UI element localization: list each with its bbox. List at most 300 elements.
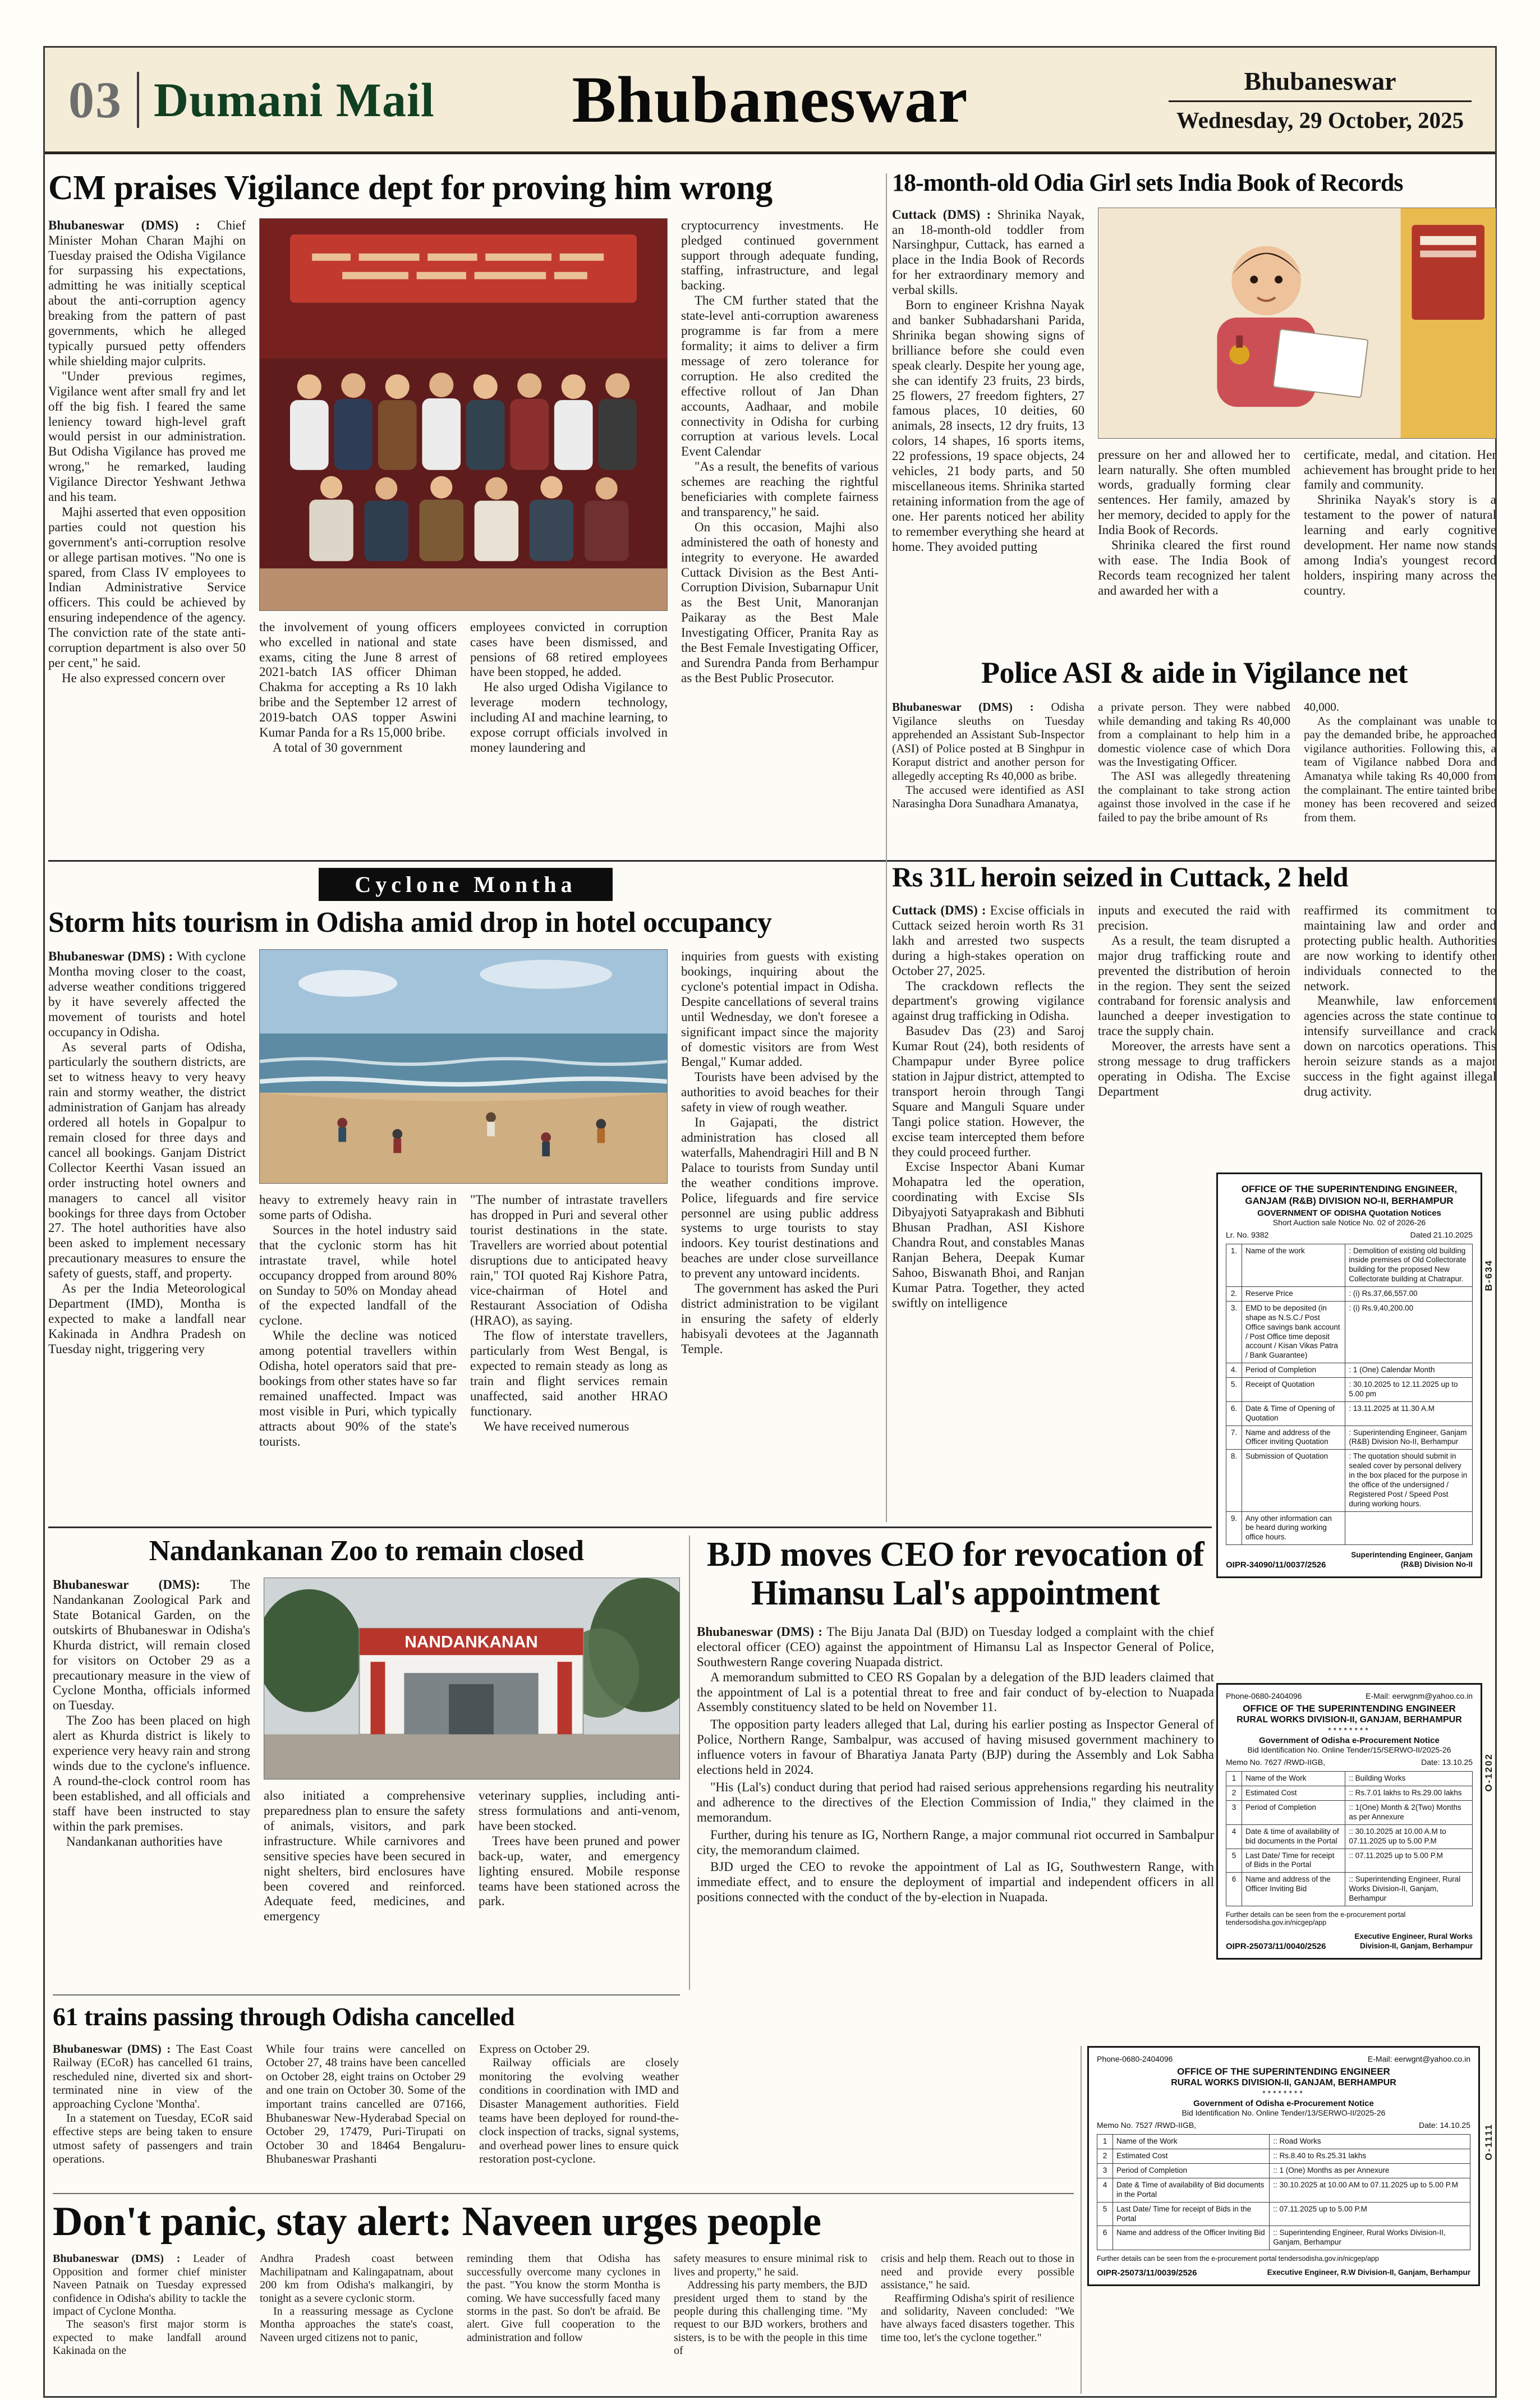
lead-paragraph — [53, 2252, 246, 2318]
text-column — [53, 2252, 246, 2357]
paragraph: We have received numerous — [484, 1419, 629, 1433]
paragraph: inquiries from guests with existing bookings, inquiring about the cyclone's potential impact in Odisha. Despite cancellations of several trains until Wednesday, we don't foresee a significant impact since the majority of domestic visitors are from West Bengal," Kumar added. — [681, 949, 879, 1069]
notice-cell-value: :: 30.10.2025 at 10.00 A.M to 07.11.2025 up to 5.00 P.M — [1345, 1824, 1473, 1849]
article-text — [48, 369, 246, 686]
notice-cell-label: Name and address of the Officer Inviting Bid — [1242, 1873, 1345, 1906]
notice-number-line: Short Auction sale Notice No. 02 of 2026-26 — [1272, 1217, 1426, 1227]
text-column — [48, 949, 246, 1357]
paragraph: inputs and executed the raid with precision. — [1098, 903, 1290, 932]
dateline: Bhubaneswar (DMS) : — [892, 700, 1051, 714]
notice-contact-line — [1097, 2054, 1470, 2063]
notice-cell-sl: 5 — [1226, 1849, 1242, 1873]
notice-cell-sl: 5 — [1097, 2202, 1113, 2226]
paragraph: The Zoo has been placed on high alert as Khurda district is likely to experience very heavy rain and strong winds due to the cyclone's influence. A round-the-clock control room has been established, and all officials and staff have been instructed to stay within the park premises. — [53, 1713, 250, 1833]
cyclone-montha-banner — [48, 868, 883, 901]
article-columns — [48, 949, 883, 1449]
paragraph: "As a result, the benefits of various schemes are reaching the rightful beneficiaries with complete fairness and transparency," he said. — [681, 459, 879, 519]
sub-columns — [259, 1193, 668, 1449]
article-police-asi — [892, 657, 1497, 857]
text-column — [53, 1578, 250, 1849]
memo-left: Memo No. 7627 /RWD-IIGB, — [1226, 1758, 1326, 1767]
article-columns — [892, 700, 1497, 824]
memo-left: Lr. No. 9382 — [1226, 1230, 1269, 1239]
text-column — [892, 903, 1084, 1311]
paragraph: Shrinika cleared the first round with ease. The India Book of Records team recognized her talent and awarded her with a — [1098, 538, 1290, 597]
lead-paragraph — [48, 949, 246, 1040]
paragraph: Excise Inspector Abani Kumar Mohapatra led the operation, coordinating with Excise SIs Dibyajyoti Satyaprakash and Bibhuti Bhusan Pradhan, ASI Kishore Chandra Rout, and constables Manas Ranjan Behera, Deepak Kumar Sahoo, Biswanath Bhoi, and Ranjan Kumar Patra. Together, they acted swiftly on intelligence — [892, 1160, 1084, 1310]
column-divider — [689, 1535, 690, 1990]
beach-photo-graphic — [260, 950, 667, 1183]
section-divider — [48, 860, 1497, 862]
phone-label: Phone-0680-2404096 — [1226, 1691, 1302, 1700]
notice-table-row — [1097, 2202, 1470, 2226]
tender-notice-ganjam-rb — [1216, 1173, 1482, 1578]
text-column — [264, 1788, 465, 1924]
paragraph: Tourists have been advised by the authorities to avoid beaches for their safety in view of rough weather. — [681, 1070, 879, 1115]
notice-cell-value: :: 07.11.2025 up to 5.00 P.M — [1270, 2202, 1470, 2226]
notice-footer — [1226, 1932, 1473, 1951]
memo-left: Memo No. 7527 /RWD-IIGB, — [1097, 2121, 1197, 2130]
notice-cell-value: : (i) Rs.37,66,557.00 — [1345, 1287, 1473, 1302]
notice-cell-value: : 30.10.2025 to 12.11.2025 up to 5.00 pm — [1345, 1378, 1473, 1402]
article-columns — [53, 2042, 680, 2166]
article-nandankanan-zoo — [53, 1535, 680, 1991]
notice-cell-label: Submission of Quotation — [1242, 1450, 1345, 1511]
lead-paragraph — [892, 700, 1084, 783]
text-column — [1098, 448, 1290, 599]
notice-cell-label: Name of the Work — [1113, 2135, 1270, 2149]
paragraph: "The number of intrastate travellers has dropped in Puri and several other tourist destinations in the state. Travellers are worried about potential disruptions due to anticipated heavy rain," TOI quoted Raj Kishore Patra, vice-chairman of Hotel and Restaurant Association of Odisha (HRAO), as saying. — [470, 1193, 668, 1328]
lead-paragraph — [48, 218, 246, 369]
notice-footer — [1097, 2268, 1470, 2278]
article-text — [53, 1713, 250, 1849]
paragraph: In Gajapati, the district administration has closed all waterfalls, Mahendragiri Hill and B N Palace to tourists from Sunday until the weather conditions improve. Police, lifeguards and fire service personnel are using public address systems to urge tourists to stay indoors. Key tourist destinations and beaches are under close surveillance to prevent any untoward incidents. — [681, 1115, 879, 1281]
text-column — [470, 620, 668, 756]
text-column — [259, 620, 457, 756]
text-column — [479, 2042, 679, 2166]
notice-cell-sl: 6. — [1226, 1401, 1242, 1426]
notice-office-line-2: RURAL WORKS DIVISION-II, GANJAM, BERHAMPUR — [1236, 1715, 1462, 1725]
text-column — [1304, 700, 1496, 824]
notice-cell-value: :: 30.10.2025 at 10.00 AM to 07.11.2025 up to 5.00 P.M — [1270, 2178, 1470, 2202]
paragraph: While four trains were cancelled on October 27, 48 trains have been cancelled on October 28, eight trains on October 29 and one train on October 30. Some of the important trains cancelled are 07166, Bhubaneswar New-Hyderabad Special on October 29, 17479, Puri-Tirupati on October 30 and 18464 Bengaluru-Bhubaneswar Prashanti — [266, 2042, 466, 2166]
phone-label: Phone-0680-2404096 — [1097, 2054, 1173, 2063]
zoo-photo-graphic — [264, 1578, 679, 1779]
notice-cell-sl: 4. — [1226, 1363, 1242, 1378]
photo-column-group — [264, 1578, 680, 1924]
paragraph: Nandankanan authorities have — [66, 1834, 223, 1849]
lead-paragraph — [892, 903, 1084, 979]
nandankanan-gate-photo — [264, 1578, 680, 1780]
dateline: Bhubaneswar (DMS) : — [48, 949, 177, 964]
notice-table — [1097, 2134, 1470, 2250]
article-text — [48, 1040, 246, 1357]
notice-cell-value: : 13.11.2025 at 11.30 A.M — [1345, 1401, 1473, 1426]
article-text — [53, 2318, 246, 2357]
notice-contact-line — [1226, 1691, 1473, 1700]
notice-table-row — [1226, 1511, 1473, 1545]
notice-table-row — [1097, 2149, 1470, 2164]
notice-cell-sl: 1. — [1226, 1244, 1242, 1287]
article-columns — [48, 218, 883, 756]
notice-cell-value: :: 07.11.2025 up to 5.00 P.M — [1345, 1849, 1473, 1873]
paragraph: Further, during his tenure as IG, Northern Range, a major communal riot occurred in Sambalpur city, the memorandum claimed. — [697, 1827, 1214, 1857]
notice-cell-label: Date & Time of availability of Bid documents in the Portal — [1113, 2178, 1270, 2202]
dateline: Cuttack (DMS) : — [892, 207, 997, 222]
notice-cell-sl: 7. — [1226, 1426, 1242, 1450]
sub-columns — [264, 1788, 680, 1924]
notice-cell-label: Period of Completion — [1113, 2164, 1270, 2178]
paragraph: Addressing his party members, the BJD president urged them to stand by the people during this challenging time. "My request to our BJD workers, brothers and sisters, is to be with the people in this time of — [674, 2279, 867, 2357]
text-column — [53, 2042, 252, 2166]
tender-notice-rural-works-building — [1216, 1683, 1482, 1960]
column-divider — [886, 173, 887, 1522]
lead-text: With cyclone Montha moving closer to the coast, adverse weather conditions triggered by it have severely affected the movement of tourists and hotel occupancy in Odisha. — [48, 949, 246, 1039]
notice-table-row — [1226, 1873, 1473, 1906]
paragraph: On this occasion, Majhi also administered the oath of honesty and integrity to everyone. He awarded Cuttack Division as the Best Anti-Corruption Division, Subarnapur Unit as the Best Unit, Manoranjan Paikaray as the Best Male Investigating Officer, Pranita Ray as the Best Female Investigating Officer, and Surendra Panda from Berhampur as the Best Public Prosecutor. — [681, 519, 879, 685]
paragraph: reminding them that Odisha has successfully overcome many cyclones in the past. "You know the storm Montha is coming. We have successfully faced many storms in the past. So don't be afraid. Be alert. Give full cooperation to the administration and follow — [467, 2252, 660, 2344]
notice-cell-value: : Demolition of existing old building inside premises of Old Collectorate building for the proposed New Collectorate building at Chatrapur. — [1345, 1244, 1473, 1287]
paragraph: The flow of interstate travellers, particularly from West Bengal, is expected to remain steady as long as train and flight services remain unaffected, said another HRAO functionary. — [470, 1328, 668, 1418]
notice-office-line-2: RURAL WORKS DIVISION-II, GANJAM, BERHAMPUR — [1171, 2078, 1396, 2088]
article-text — [53, 2111, 252, 2166]
notice-cell-value: :: Rs.8.40 to Rs.25.31 lakhs — [1270, 2149, 1470, 2164]
notice-cell-value: :: Superintending Engineer, Rural Works Division-II, Ganjam, Berhampur — [1345, 1873, 1473, 1906]
headline: Nandankanan Zoo to remain closed — [149, 1535, 584, 1567]
text-column — [1304, 448, 1496, 599]
memo-right: Date: 13.10.25 — [1421, 1758, 1473, 1767]
paragraph: 40,000. — [1304, 700, 1339, 714]
notice-cell-label: Estimated Cost — [1113, 2149, 1270, 2164]
notice-table-row — [1097, 2164, 1470, 2178]
date-rule — [1169, 100, 1472, 102]
article-india-book-records — [892, 170, 1497, 655]
notice-cell-value: : Superintending Engineer, Ganjam (R&B) Division No-II, Berhampur — [1345, 1426, 1473, 1450]
paragraph: cryptocurrency investments. He pledged continued government support through adequate funding, staffing, infrastructure, and legal backing. — [681, 218, 879, 293]
zoo-sign-text: NANDANKANAN — [404, 1633, 538, 1652]
notice-table — [1226, 1244, 1473, 1546]
photo-column-group — [259, 949, 668, 1449]
notice-cell-label: Estimated Cost — [1242, 1786, 1345, 1801]
banner-label: Cyclone Montha — [319, 868, 612, 901]
notice-cell-label: Name and address of the Officer Inviting Bid — [1113, 2226, 1270, 2250]
section-divider — [53, 2193, 1074, 2194]
headline: Police ASI & aide in Vigilance net — [981, 657, 1408, 689]
lead-text: Leader of Opposition and former chief minister Naveen Patnaik on Tuesday expressed confidence in Odisha's ability to tackle the impact of Cyclone Montha. — [53, 2252, 246, 2318]
text-column — [892, 700, 1084, 811]
notice-memo-line — [1097, 2121, 1470, 2130]
cm-event-photo-graphic — [260, 219, 667, 610]
notice-footer — [1226, 1551, 1473, 1570]
paragraph: safety measures to ensure minimal risk to lives and property," he said. — [674, 2252, 867, 2278]
notice-cell-label: Any other information can be heard during working office hours. — [1242, 1511, 1345, 1545]
text-column — [1098, 700, 1290, 824]
signatory: Superintending Engineer, Ganjam (R&B) Division No-II — [1351, 1551, 1473, 1569]
cm-vigilance-event-photo — [259, 218, 668, 611]
notice-gov-line: GOVERNMENT OF ODISHA Quotation Notices — [1257, 1208, 1441, 1218]
edition-title: Bhubaneswar — [572, 62, 968, 136]
article-cm-vigilance — [48, 170, 883, 858]
paragraph: Born to engineer Krishna Nayak and banker Subhadarshani Parida, Shrinika began showing signs of brilliance before she could even speak clearly. Despite her young age, she can identify 23 fruits, 23 birds, 25 flowers, 27 freedom fighters, 27 famous places, 10 deities, 60 animals, 28 insects, 12 dry fruits, 13 colors, 14 shapes, 16 sports items, 22 professions, 19 space objects, 24 vehicles, 21 body parts, and 50 miscellaneous items. Shrinika started retaining information from the age of one. Her parents noticed her ability to remember everything she heard at home. They avoided putting — [892, 298, 1084, 554]
paragraph: BJD urged the CEO to revoke the appointment of Lal as IG, Southwestern Range, with immediate effect, and to ensure the deployment of impartial and independent officers in all positions connected with the conduct of the by-election in Nuapada. — [697, 1860, 1214, 1905]
notice-table-row — [1226, 1450, 1473, 1511]
notice-table-row — [1226, 1849, 1473, 1873]
notice-cell-value — [1345, 1511, 1473, 1545]
notice-cell-value: :: Building Works — [1345, 1772, 1473, 1786]
section-divider — [53, 1994, 680, 1996]
page-number: 03 — [68, 71, 122, 128]
dateline: Bhubaneswar (DMS) : — [48, 218, 217, 232]
notice-cell-sl: 4 — [1226, 1824, 1242, 1849]
notice-office-line: OFFICE OF THE SUPERINTENDING ENGINEER — [1177, 2066, 1390, 2077]
page-frame — [43, 46, 1497, 2398]
notice-cell-sl: 4 — [1097, 2178, 1113, 2202]
notice-cell-sl: 6 — [1097, 2226, 1113, 2250]
notice-cell-sl: 2 — [1097, 2149, 1113, 2164]
notice-cell-value: : 1 (One) Calendar Month — [1345, 1363, 1473, 1378]
notice-side-code: B-634 — [1483, 1259, 1494, 1291]
notice-gov-line: Government of Odisha e-Procurement Notice — [1193, 2099, 1374, 2109]
tender-notice-rural-works-road — [1087, 2046, 1480, 2286]
notice-table-row — [1226, 1426, 1473, 1450]
sub-columns — [259, 620, 668, 756]
toddler-record-photo — [1098, 208, 1496, 439]
paragraph: reaffirmed its commitment to maintaining law and order and protecting public health. Authorities are now working to identify other individuals connected to the network. — [1304, 903, 1496, 993]
notice-office-line: OFFICE OF THE SUPERINTENDING ENGINEER, GANJAM (R&B) DIVISION NO-II, BERHAMPUR — [1241, 1184, 1458, 1207]
paragraph: The accused were identified as ASI Narasingha Dora Sunadhara Amanatya, — [892, 783, 1084, 811]
lead-paragraph — [892, 208, 1084, 298]
text-column — [674, 2252, 867, 2357]
headline: 61 trains passing through Odisha cancelled — [53, 2003, 514, 2031]
text-column — [470, 1193, 668, 1435]
paragraph: He also expressed concern over — [62, 670, 226, 685]
notice-table-row — [1226, 1801, 1473, 1825]
paragraph: the involvement of young officers who excelled in national and state exams, citing the June 8 arrest of 2021-batch IAS officer Dhiman Chakma for accepting a Rs 10 lakh bribe and the September 12 arrest of 2019-batch OAS topper Aswini Kumar Panda for a Rs 15,000 bribe. — [259, 619, 457, 740]
notice-cell-label: Date & Time of Opening of Quotation — [1242, 1401, 1345, 1426]
article-storm-tourism — [48, 907, 883, 1522]
paragraph: A total of 30 government — [273, 740, 403, 755]
paragraph: Moreover, the arrests have sent a strong message to drug traffickers operating in Odisha. The Excise Department — [1098, 1039, 1290, 1098]
notice-table-row — [1097, 2226, 1470, 2250]
oipr-code: OIPR-25073/11/0039/2526 — [1097, 2268, 1197, 2278]
paragraph: pressure on her and allowed her to learn naturally. She often mumbled words, gradually forming clear sentences. Her family, amazed by her memory, decided to apply for the India Book of Records. — [1098, 447, 1290, 537]
lead-text: Odisha Vigilance sleuths on Tuesday apprehended an Assistant Sub-Inspector (ASI) of Police posted at B Singhpur in Koraput district and another person for allegedly accepting Rs 40,000 as bribe. — [892, 700, 1084, 783]
article-text — [892, 979, 1084, 1311]
paragraph: veterinary supplies, including anti-stress formulations and anti-venom, have been stocked. — [479, 1788, 680, 1833]
paragraph: "Under previous regimes, Vigilance went after small fry and let off the big fish. I feared the same leniency toward high-level graft would persist in our administration. But Odisha Vigilance has proved me wrong," he remarked, lauding Vigilance Director Yeshwant Jethwa and his team. — [48, 369, 246, 504]
paragraph: "His (Lal's) conduct during that period had raised serious apprehensions regarding his neutrality and adherence to the directives of the Election Commission of India," they claimed in the memorandum. — [697, 1780, 1214, 1824]
lead-text: The East Coast Railway (ECoR) has cancelled 61 trains, rescheduled nine, diverted six and short-terminated nine in view of the approaching Cyclone 'Montha'. — [53, 2042, 253, 2111]
notice-cell-sl: 3 — [1226, 1801, 1242, 1825]
lead-text: The Biju Janata Dal (BJD) on Tuesday lodged a complaint with the chief electoral officer (CEO) against the appointment of Himansu Lal as Inspector General of Police, Southwestern Range covering Nuapada district. — [697, 1624, 1214, 1669]
paragraph: As per the India Meteorological Department (IMD), Montha is expected to make a landfall near Kakinada in Andhra Pradesh on Tuesday night, triggering very — [48, 1281, 246, 1356]
column-divider — [1081, 2046, 1082, 2394]
article-columns — [53, 1578, 680, 1924]
notice-cell-sl: 2 — [1226, 1786, 1242, 1801]
text-column — [681, 949, 879, 1357]
notice-table-row — [1226, 1244, 1473, 1287]
text-column — [681, 218, 879, 686]
text-column — [266, 2042, 466, 2166]
paragraph: Shrinika Nayak's story is a testament to the power of natural learning and early cognitive development. Her name now stands among India's youngest record holders, inspiring many across the country. — [1304, 493, 1496, 597]
paragraph: employees convicted in corruption cases have been dismissed, and pensions of 68 retired employees have been stopped, he added. — [470, 619, 668, 679]
notice-table-row — [1226, 1363, 1473, 1378]
paragraph: The government has asked the Puri district administration to be vigilant in ensuring the safety of elderly habisyali devotees at the Jagannath Temple. — [681, 1281, 879, 1356]
article-text — [697, 1670, 1214, 1906]
notice-cell-label: Last Date/ Time for receipt of Bids in the Portal — [1113, 2202, 1270, 2226]
paragraph: As several parts of Odisha, particularly the southern districts, are set to witness heavy to very heavy rain and stormy weather, the district administration of Ganjam has already ordered all hotels in Gopalpur to remain closed for three days and cancel all bookings. Ganjam District Collector Keerthi Vasan issued an order instructing hotel owners and managers to cancel all visitor bookings for three days from October 27. The hotel authorities have also been asked to implement necessary precautionary measures to ensure the safety of guests, staff, and property. — [48, 1040, 246, 1281]
paragraph: A memorandum submitted to CEO RS Gopalan by a delegation of the BJD leaders claimed that the appointment of Lal is a potential threat to free and fair conduct of by-election to Nuapada Assembly constituency slated to be held on November 11. — [697, 1670, 1214, 1714]
portal-note: Further details can be seen from the e-procurement portal tendersodisha.gov.in/nicgep/app — [1097, 2255, 1379, 2263]
photo-column-group — [259, 218, 668, 756]
masthead — [45, 48, 1495, 154]
notice-cell-label: Last Date/ Time for receipt of Bids in the Portal — [1242, 1849, 1345, 1873]
memo-right: Dated 21.10.2025 — [1410, 1230, 1473, 1239]
paragraph: In a reassuring message as Cyclone Montha approaches the state's coast, Naveen urged citizens not to panic, — [260, 2305, 453, 2344]
notice-table-row — [1226, 1824, 1473, 1849]
memo-right: Date: 14.10.25 — [1419, 2121, 1470, 2130]
paper-name: Dumani Mail — [154, 72, 435, 127]
notice-table-row — [1226, 1772, 1473, 1786]
headline: BJD moves CEO for revocation of Himansu Lal's appointment — [706, 1535, 1205, 1613]
lead-text: Excise officials in Cuttack seized heroin worth Rs 31 lakh and arrested two suspects during a high-stakes operation on October 27, 2025. — [892, 903, 1084, 978]
notice-cell-label: Reserve Price — [1242, 1287, 1345, 1302]
notice-table-row — [1226, 1401, 1473, 1426]
paragraph: The opposition party leaders alleged that Lal, during his earlier posting as Inspector General of Police, Northern Range, Sambalpur, was accused of having misused government machinery to influence voters in favour of Bharatiya Janata Party (BJP) during the Assembly and Lok Sabha elections held in 2024. — [697, 1717, 1214, 1777]
masthead-divider — [137, 72, 139, 128]
notice-cell-sl: 1 — [1097, 2135, 1113, 2149]
notice-cell-label: EMD to be deposited (in shape as N.S.C./ Post Office savings bank account / Post Office time deposit account / Kisan Vikas Patra / Bank Guarantee) — [1242, 1301, 1345, 1363]
photo-column-group — [1098, 208, 1496, 599]
city-label: Bhubaneswar — [1244, 66, 1396, 95]
notice-side-code: O-1111 — [1483, 2123, 1494, 2160]
notice-table — [1226, 1771, 1473, 1906]
notice-cell-value: :: Road Works — [1270, 2135, 1470, 2149]
notice-cell-sl: 9. — [1226, 1511, 1242, 1545]
beach-storm-photo — [259, 949, 668, 1184]
paragraph: Majhi asserted that even opposition parties could not question his government's anti-corruption resolve or allege partisan motives. "No one is spared, from Class IV employees to Indian Administrative Service officers. This could be achieved by ensuring independence of the agency. The conviction rate of the state anti-corruption department is also over 50 per cent," he said. — [48, 504, 246, 670]
paragraph: heavy to extremely heavy rain in some parts of Odisha. — [259, 1193, 457, 1222]
lead-text: Chief Minister Mohan Charan Majhi on Tuesday praised the Odisha Vigilance for surpassing his expectations, admitting he was initially sceptical about the anti-corruption agency breaking from the pattern of past governments, which he alleged typically pursued petty offenders while shielding major culprits. — [48, 218, 246, 368]
notice-cell-label: Name of the work — [1242, 1244, 1345, 1287]
sub-columns — [1098, 448, 1496, 599]
notice-cell-label: Period of Completion — [1242, 1363, 1345, 1378]
date-block — [1169, 66, 1472, 134]
paragraph: The crackdown reflects the department's growing vigilance against drug trafficking in Odisha. — [892, 978, 1084, 1023]
email-label: E-Mail: eerwgnt@yahoo.co.in — [1367, 2054, 1470, 2063]
article-columns — [892, 208, 1497, 599]
text-column — [48, 218, 246, 686]
notice-cell-value: : (i) Rs.9,40,200.00 — [1345, 1301, 1473, 1363]
paragraph: Reaffirming Odisha's spirit of resilience and solidarity, Naveen concluded: "We have always faced disasters together. This time too, let's the cyclone together." — [881, 2292, 1074, 2344]
notice-table-row — [1226, 1378, 1473, 1402]
paragraph: The ASI was allegedly threatening the complainant to take strong action against those involved in the case if he failed to pay the bribe amount of Rs — [1098, 769, 1290, 824]
text-column — [881, 2252, 1074, 2344]
notice-cell-sl: 2. — [1226, 1287, 1242, 1302]
paragraph: also initiated a comprehensive preparedness plan to ensure the safety of animals, visitors, and park infrastructure. While carnivores and sensitive species have been secured in night shelters, bird enclosures have been covered and reinforced. Adequate feed, medicines, and emergency — [264, 1788, 465, 1924]
notice-cell-value: :: Superintending Engineer, Rural Works Division-II, Ganjam, Berhampur — [1270, 2226, 1470, 2250]
paragraph: a private person. They were nabbed while demanding and taking Rs 40,000 from a complainant to help him in a domestic violence case of which Dora was the Investigating Officer. — [1098, 700, 1290, 769]
article-text — [892, 783, 1084, 811]
paragraph: The season's first major storm is expected to make landfall around Kakinada on the — [53, 2318, 246, 2357]
separator-stars: ******** — [1328, 1726, 1371, 1735]
paragraph: In a statement on Tuesday, ECoR said effective steps are being taken to ensure utmost safety of passengers and train operations. — [53, 2111, 252, 2166]
notice-cell-value: :: Rs.7.01 lakhs to Rs.29.00 lakhs — [1345, 1786, 1473, 1801]
masthead-left — [68, 70, 435, 130]
email-label: E-Mail: eerwgnm@yahoo.co.in — [1366, 1691, 1473, 1700]
text-column — [892, 208, 1084, 555]
paragraph: Sources in the hotel industry said that the cyclonic storm has hit intrastate travel, while hotel occupancy dropped from around 80% on Sunday to 50% on Monday ahead of the expected landfall of the cyclone. — [259, 1222, 457, 1328]
text-column — [1098, 903, 1290, 1100]
headline: Storm hits tourism in Odisha amid drop in hotel occupancy — [48, 907, 772, 939]
bid-identification-line: Bid Identification No. Online Tender/15/SERWO-II/2025-26 — [1247, 1745, 1451, 1755]
notice-table-row — [1097, 2135, 1470, 2149]
notice-cell-sl: 5. — [1226, 1378, 1242, 1402]
dateline: Bhubaneswar (DMS): — [53, 1578, 231, 1592]
text-column — [1304, 903, 1496, 1100]
article-naveen-alert — [53, 2200, 1075, 2397]
separator-stars: ******** — [1262, 2089, 1305, 2098]
notice-cell-value: :: 1 (One) Months as per Annexure — [1270, 2164, 1470, 2178]
paragraph: As the complainant was unable to pay the demanded bribe, he approached vigilance authorities. Following this, a team of Vigilance nabbed Dora and Amanatya while taking Rs 40,000 from the complainant. The entire tainted bribe money has been recovered and seized from them. — [1304, 714, 1496, 824]
article-text — [892, 298, 1084, 554]
dateline: Bhubaneswar (DMS) : — [697, 1624, 827, 1639]
notice-office-line: OFFICE OF THE SUPERINTENDING ENGINEER — [1243, 1703, 1456, 1714]
signatory: Executive Engineer, Rural Works Division-II, Ganjam, Berhampur — [1354, 1932, 1473, 1950]
notice-table-row — [1226, 1287, 1473, 1302]
paragraph: He also urged Odisha Vigilance to leverage modern technology, including AI and machine learning, to expose corrupt officials involved in money laundering and — [470, 680, 668, 755]
notice-cell-label: Period of Completion — [1242, 1801, 1345, 1825]
date-label: Wednesday, 29 October, 2025 — [1176, 107, 1464, 133]
lead-text: The Nandankanan Zoological Park and State Botanical Garden, on the outskirts of Bhubaneswar in Odisha's Khurda district, will remain closed for visitors on October 29 as a precautionary measure in the view of Cyclone Montha, officials informed on Tuesday. — [53, 1578, 250, 1713]
notice-cell-sl: 6 — [1226, 1873, 1242, 1906]
article-columns — [53, 2252, 1075, 2357]
notice-gov-line: Government of Odisha e-Procurement Notice — [1259, 1736, 1440, 1746]
dateline: Bhubaneswar (DMS) : — [53, 2042, 177, 2056]
paragraph: Basudev Das (23) and Saroj Kumar Rout (24), both residents of Champapur under Byree police station in Jajpur district, attempted to transport heroin through Tangi Square and Manguli Square under Tangi police station. However, the excise team intercepted them before they could proceed further. — [892, 1024, 1084, 1159]
section-divider — [48, 1527, 1212, 1528]
headline: CM praises Vigilance dept for proving him wrong — [48, 170, 773, 207]
oipr-code: OIPR-25073/11/0040/2526 — [1226, 1941, 1326, 1951]
notice-cell-sl: 3 — [1097, 2164, 1113, 2178]
text-column — [259, 1193, 457, 1449]
paragraph: While the decline was noticed among potential travellers within Odisha, hotel operators said that pre-bookings from other states have so far remained unaffected. Impact was most visible in Puri, which typically attracts about 90% of the state's tourists. — [259, 1328, 457, 1449]
notice-cell-value: :: 1(One) Month & 2(Two) Months as per Annexure — [1345, 1801, 1473, 1825]
paragraph: crisis and help them. Reach out to those in need and provide every possible assistance," he said. — [881, 2252, 1074, 2292]
toddler-photo-graphic — [1098, 208, 1496, 438]
notice-memo-line — [1226, 1758, 1473, 1767]
bid-identification-line: Bid Identification No. Online Tender/13/SERWO-II/2025-26 — [1182, 2108, 1386, 2118]
notice-memo-line — [1226, 1230, 1473, 1239]
lead-paragraph — [53, 2042, 252, 2111]
notice-cell-value: : The quotation should submit in sealed cover by personal delivery in the box placed for the purpose in the office of the undersigned / Registered Post / Speed Post during working hours. — [1345, 1450, 1473, 1511]
paragraph: Trees have been pruned and power back-up, water, and emergency lighting ensured. Mobile response teams have been stationed across the park. — [479, 1833, 680, 1909]
lead-paragraph — [53, 1578, 250, 1713]
text-column — [479, 1788, 680, 1909]
lead-paragraph — [697, 1625, 1214, 1670]
portal-note: Further details can be seen from the e-procurement portal tendersodisha.gov.in/nicgep/app — [1226, 1910, 1406, 1927]
paragraph: Express on October 29. — [479, 2042, 590, 2056]
headline: 18-month-old Odia Girl sets India Book of Records — [892, 170, 1403, 196]
oipr-code: OIPR-34090/11/0037/2526 — [1226, 1560, 1326, 1570]
headline: Rs 31L heroin seized in Cuttack, 2 held — [892, 862, 1348, 893]
headline: Don't panic, stay alert: Naveen urges people — [53, 2200, 821, 2245]
notice-cell-label: Date & time of availability of bid documents in the Portal — [1242, 1824, 1345, 1849]
dateline: Bhubaneswar (DMS) : — [53, 2252, 194, 2265]
notice-cell-sl: 3. — [1226, 1301, 1242, 1363]
text-column — [467, 2252, 660, 2344]
paragraph: Railway officials are closely monitoring the evolving weather conditions in coordination with IMD and Disaster Management authorities. Field teams have been deployed for round-the-clock inspection of tracks, signal systems, and overhead power lines to ensure quick restoration post-cyclone. — [479, 2056, 679, 2166]
